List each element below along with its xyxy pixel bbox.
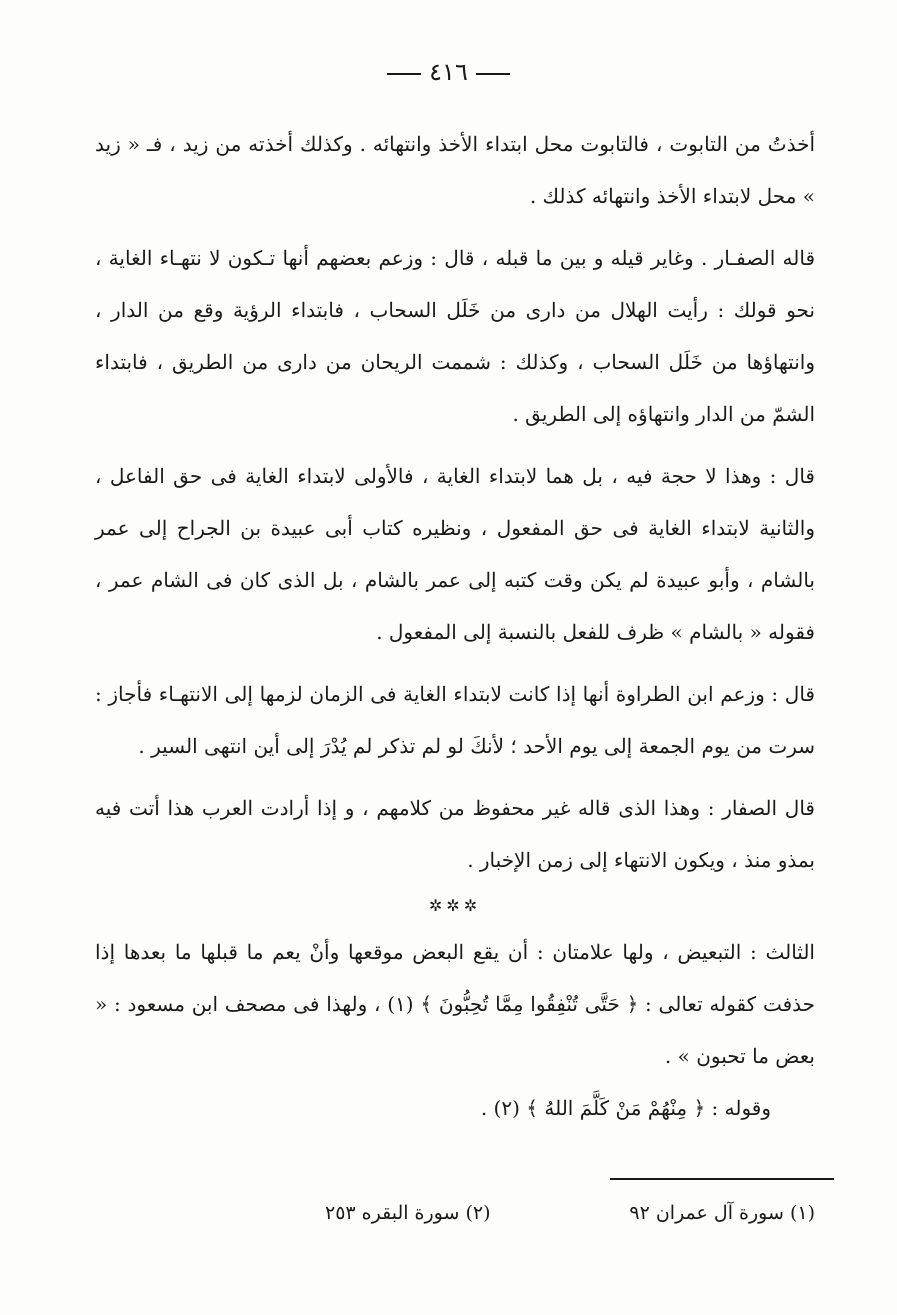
- paragraph-1: أخذتُ من التابوت ، فالتابوت محل ابتداء الأخذ وانتهائه . وكذلك أخذته من زيد ، فـ « زيد » محل لابتداء الأخذ وانتهائه كذلك .: [95, 132, 815, 208]
- page-number-dash-right: [476, 73, 510, 75]
- page-number-text: ٤١٦: [429, 58, 468, 86]
- footnote-2: (٢) سورة البقره ٢٥٣: [325, 1202, 491, 1224]
- paragraph-5: قال الصفار : وهذا الذى قاله غير محفوظ من كلامهم ، و إذا أرادت العرب هذا أتت فيه بمذو منذ ، ويكون الانتهاء إلى زمن الإخبار .: [95, 796, 815, 872]
- footnotes: [95, 1202, 815, 1224]
- paragraph-7: وقوله : ﴿ مِنْهُمْ مَنْ كَلَّمَ اللهُ ﴾ (٢) .: [480, 1096, 771, 1120]
- page-number: [0, 58, 897, 86]
- page-body: [95, 118, 815, 1134]
- footnote-divider: [610, 1178, 834, 1180]
- section-separator: ✲✲✲: [428, 896, 482, 915]
- paragraph-4: قال : وزعم ابن الطراوة أنها إذا كانت لابتداء الغاية فى الزمان لزمها إلى الانتهـاء فأجاز : سرت من يوم الجمعة إلى يوم الأحد ؛ لأنكَ لو لم تذكر لم يُدْرَ إلى أين انتهى السير .: [95, 682, 815, 758]
- paragraph-2: قاله الصفـار . وغاير قيله و بين ما قبله ، قال : وزعم بعضهم أنها تـكون لا نتهـاء الغاية ، نحو قولك : رأيت الهلال من دارى من خَلَل السحاب ، فابتداء الرؤية وقع من الدار ، وانتهاؤها من خَلَل السحاب ، وكذلك : شممت الريحان من دارى من الطريق ، فابتداء الشمّ من الدار وانتهاؤه إلى الطريق .: [95, 246, 815, 426]
- page-number-dash-left: [387, 73, 421, 75]
- paragraph-6: الثالث : التبعيض ، ولها علامتان : أن يقع البعض موقعها وأنْ يعم ما قبلها ما بعدها إذا حذفت كقوله تعالى : ﴿ حَتَّى تُنْفِقُوا مِمَّا تُحِبُّونَ ﴾ (١) ، ولهذا فى مصحف ابن مسعود : « بعض ما تحبون » .: [95, 940, 815, 1068]
- paragraph-3: قال : وهذا لا حجة فيه ، بل هما لابتداء الغاية ، فالأولى لابتداء الغاية فى حق الفاعل ، والثانية لابتداء الغاية فى حق المفعول ، ونظيره كتاب أبى عبيدة بن الجراح إلى عمر بالشام ، وأبو عبيدة لم يكن وقت كتبه إلى عمر بالشام ، بل الذى كان فى الشام عمر ، فقوله « بالشام » ظرف للفعل بالنسبة إلى المفعول .: [95, 464, 815, 644]
- footnote-1: (١) سورة آل عمران ٩٢: [629, 1202, 815, 1224]
